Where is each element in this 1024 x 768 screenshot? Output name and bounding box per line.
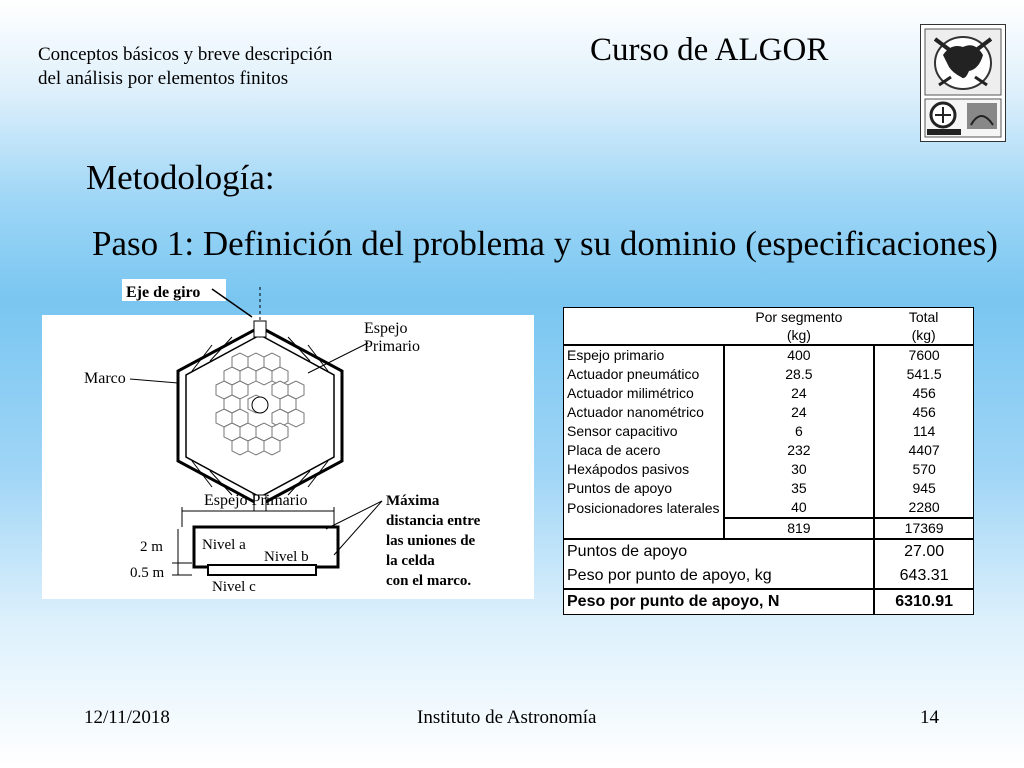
summary-row-peso-n: Peso por punto de apoyo, N 6310.91 (564, 589, 973, 614)
subtitle-line-1: Conceptos básicos y breve descripción (38, 44, 333, 65)
footer-page-number: 14 (920, 707, 939, 728)
subtitle-line-2: del análisis por elementos finitos (38, 68, 289, 89)
sum-row (564, 518, 973, 539)
summary-row-peso-kg: Peso por punto de apoyo, kg 643.31 (564, 564, 973, 589)
table-row: Placa de acero 232 4407 (564, 441, 973, 460)
section-heading: Metodología: (86, 158, 275, 197)
dimension-05m: 0.5 m (130, 565, 165, 581)
col-seg-header: Por segmento (kg) (755, 309, 843, 343)
nivel-b-label: Nivel b (264, 549, 309, 565)
slide-subtitle (38, 43, 332, 91)
nivel-a-label: Nivel a (202, 537, 246, 553)
max-label-2: distancia entre (386, 513, 481, 529)
institute-logo (920, 24, 1006, 142)
espejo-primario-label: Espejo Primario (204, 492, 308, 509)
unam-logo-icon (921, 25, 1005, 141)
table-row: Hexápodos pasivos 30 570 (564, 460, 973, 479)
summary-row-puntos: Puntos de apoyo 27.00 (564, 539, 973, 564)
sum-seg: 819 (724, 518, 875, 539)
mass-table (563, 307, 974, 615)
table-row: Puntos de apoyo 35 945 (564, 479, 973, 498)
nivel-c-label: Nivel c (212, 579, 256, 595)
dimension-2m: 2 m (140, 539, 163, 555)
mirror-diagram (42, 275, 534, 599)
col-total-header: Total (kg) (908, 309, 939, 343)
footer-institute: Instituto de Astronomía (417, 707, 597, 728)
max-label-5: con el marco. (386, 573, 472, 589)
table-header-row (564, 308, 973, 345)
step-title: Paso 1: Definición del problema y su dominio (especificaciones) (92, 224, 998, 263)
course-title: Curso de ALGOR (590, 32, 829, 68)
table-row: Actuador nanométrico 24 456 (564, 403, 973, 422)
sum-total: 17369 (874, 518, 973, 539)
table-row: Posicionadores laterales 40 2280 (564, 498, 973, 518)
footer-date: 12/11/2018 (84, 707, 170, 728)
espejo-label-2: Primario (364, 338, 420, 355)
table-row: Actuador milimétrico 24 456 (564, 384, 973, 403)
max-label-1: Máxima (386, 493, 440, 509)
eje-arrow (212, 289, 252, 317)
table-row: Espejo primario 400 7600 (564, 345, 973, 365)
max-label-4: la celda (386, 553, 435, 569)
max-label-3: las uniones de (386, 533, 476, 549)
table-row: Sensor capacitivo 6 114 (564, 422, 973, 441)
espejo-label-1: Espejo (364, 320, 408, 337)
mirror-center-hole (252, 397, 268, 413)
nivel-c-box (208, 565, 316, 575)
table-row: Actuador pneumático 28.5 541.5 (564, 365, 973, 384)
eje-label: Eje de giro (126, 284, 201, 301)
marco-label: Marco (84, 370, 126, 387)
